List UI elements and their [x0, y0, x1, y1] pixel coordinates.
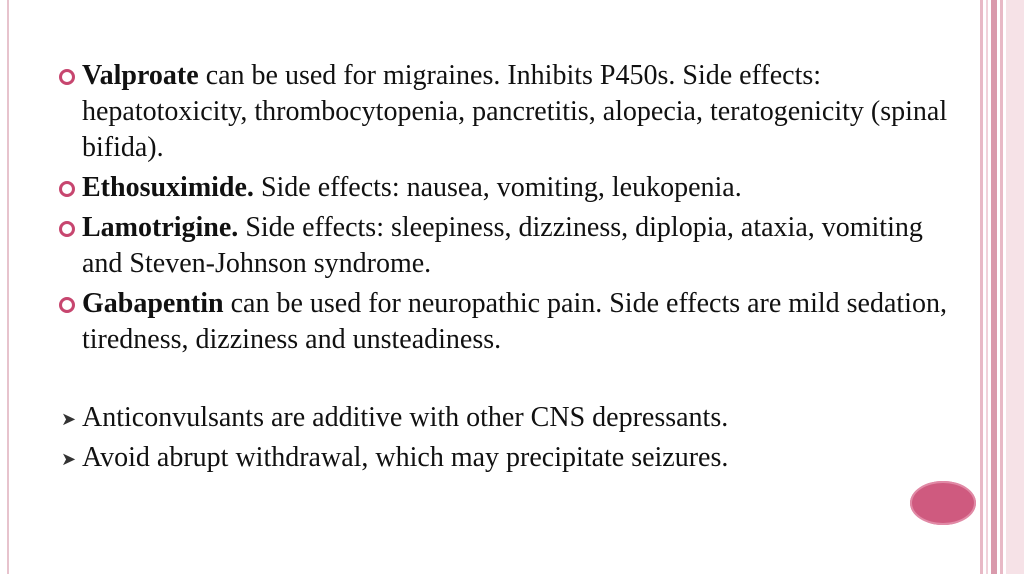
stripe [1000, 0, 1003, 574]
drug-description: can be used for neuropathic pain. Side effects are mild sedation, tiredness, dizziness and unsteadiness. [82, 288, 947, 355]
spacer [58, 362, 958, 400]
right-decorative-stripes [980, 0, 1024, 574]
arrow-bullet-icon: ➤ [61, 409, 77, 430]
note-item-withdrawal [58, 440, 958, 476]
bullet-item-lamotrigine [58, 210, 958, 282]
drug-name: Ethosuximide. [82, 172, 254, 203]
slide-content [58, 58, 958, 480]
drug-description: Side effects: sleepiness, dizziness, diplopia, ataxia, vomiting and Steven-Johnson syndrome. [82, 212, 923, 279]
left-decorative-rule [7, 0, 9, 574]
drug-name: Gabapentin [82, 288, 224, 319]
bullet-item-ethosuximide [58, 170, 958, 206]
drug-name: Valproate [82, 60, 199, 91]
drug-description: Side effects: nausea, vomiting, leukopenia. [253, 172, 742, 203]
note-text: Anticonvulsants are additive with other CNS depressants. [82, 402, 729, 433]
bullet-item-gabapentin [58, 286, 958, 358]
stripe [991, 0, 997, 574]
ring-bullet-icon [59, 69, 75, 85]
bullet-item-valproate [58, 58, 958, 166]
decorative-oval [910, 481, 976, 525]
ring-bullet-icon [59, 181, 75, 197]
note-item-additive [58, 400, 958, 436]
ring-bullet-icon [59, 297, 75, 313]
drug-name: Lamotrigine. [82, 212, 239, 243]
drug-description: can be used for migraines. Inhibits P450s. Side effects: hepatotoxicity, thrombocytopenia, pancretitis, alopecia, teratogenicity (spinal bifida). [82, 60, 948, 163]
note-text: Avoid abrupt withdrawal, which may precipitate seizures. [82, 442, 729, 473]
stripe [986, 0, 988, 574]
arrow-bullet-icon: ➤ [61, 449, 77, 470]
stripe [980, 0, 983, 574]
ring-bullet-icon [59, 221, 75, 237]
stripe [1006, 0, 1024, 574]
